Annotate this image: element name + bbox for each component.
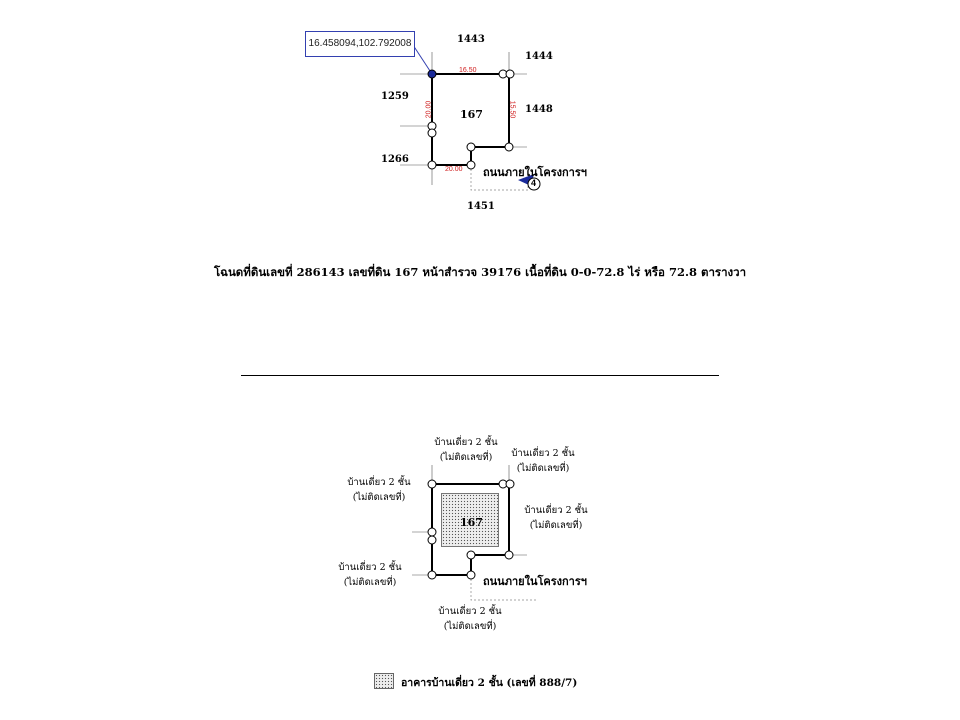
dimension-bottom: 20.00 (445, 166, 463, 173)
marker-number: 4 (531, 178, 537, 188)
legend-label: อาคารบ้านเดี่ยว 2 ชั้น (เลขที่ 888/7) (401, 677, 578, 689)
neighbor-label-west: บ้านเดี่ยว 2 ชั้น (ไม่ติดเลขที่) (347, 477, 411, 503)
coordinate-pointer-line (413, 45, 432, 74)
adjacent-parcel-northeast: 1444 (525, 51, 553, 62)
neighbor-label-southwest: บ้านเดี่ยว 2 ชั้น (ไม่ติดเลขที่) (338, 562, 402, 588)
dimension-right: 15.50 (508, 100, 516, 119)
neighbor-label-northeast: บ้านเดี่ยว 2 ชั้น (ไม่ติดเลขที่) (511, 448, 575, 474)
coordinate-label: 16.458094,102.792008 (305, 31, 415, 57)
parcel-number: 167 (460, 108, 483, 121)
adjacent-parcel-north: 1443 (457, 34, 485, 45)
adjacent-parcel-west-lower: 1266 (381, 154, 409, 165)
adjacent-parcel-west-upper: 1259 (381, 91, 409, 102)
road-label: ถนนภายในโครงการฯ (483, 166, 587, 179)
section-divider (241, 375, 719, 376)
dimension-left: 20.00 (425, 100, 433, 119)
legend-hatch-swatch (374, 673, 394, 689)
bottom-parcel-number: 167 (460, 516, 483, 529)
adjacent-parcel-east: 1448 (525, 104, 553, 115)
title-deed-caption: โฉนดที่ดินเลขที่ 286143 เลขที่ดิน 167 หน้าสำรวจ 39176 เนื้อที่ดิน 0-0-72.8 ไร่ หรือ 72.8 ตารางวา (213, 265, 747, 279)
neighbor-label-north: บ้านเดี่ยว 2 ชั้น (ไม่ติดเลขที่) (434, 437, 498, 463)
adjacent-parcel-south: 1451 (467, 201, 495, 212)
bottom-road-label: ถนนภายในโครงการฯ (483, 575, 587, 588)
coordinate-point-marker (428, 70, 436, 78)
neighbor-label-east: บ้านเดี่ยว 2 ชั้น (ไม่ติดเลขที่) (524, 505, 588, 531)
dimension-top: 16.50 (459, 67, 477, 74)
neighbor-label-south: บ้านเดี่ยว 2 ชั้น (ไม่ติดเลขที่) (438, 606, 502, 632)
